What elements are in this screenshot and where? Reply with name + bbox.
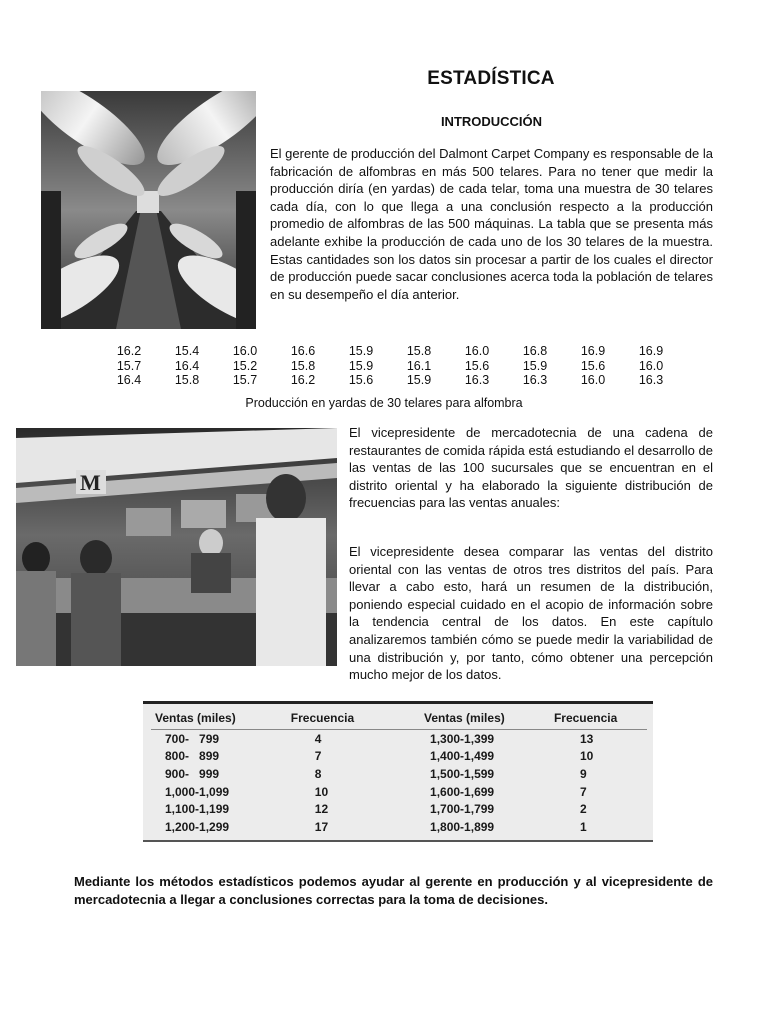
data-cell: 15.8 xyxy=(174,373,200,388)
column-header: Ventas (miles) xyxy=(151,709,291,730)
table-row xyxy=(151,748,647,766)
data-cell: 15.6 xyxy=(464,358,490,373)
column-header: Ventas (miles) xyxy=(424,709,554,730)
column-header: Frecuencia xyxy=(554,709,647,730)
table-row xyxy=(151,818,647,836)
table-row xyxy=(100,359,680,374)
conclusion-paragraph: Mediante los métodos estadísticos podemos ayudar al gerente en producción y al vicepresidente de mercadotecnia a llegar a conclusiones correctas para la toma de decisiones. xyxy=(74,874,713,907)
data-cell: 16.3 xyxy=(522,373,548,388)
data-cell: 15.9 xyxy=(406,373,432,388)
table-header-row xyxy=(151,709,647,730)
table-top-rule xyxy=(143,701,653,704)
production-data-table xyxy=(100,344,680,388)
document-title: ESTADÍSTICA xyxy=(427,68,555,89)
data-cell: 15.7 xyxy=(232,373,258,388)
table-row xyxy=(151,800,647,818)
data-cell: 16.9 xyxy=(638,344,664,359)
table-row xyxy=(151,730,647,748)
data-cell: 16.3 xyxy=(464,373,490,388)
data-cell: 16.0 xyxy=(638,358,664,373)
data-cell: 15.8 xyxy=(290,358,316,373)
intro-paragraph: El gerente de producción del Dalmont Carpet Company es responsable de la fabricación de alfombras en más 500 telares. Para no tener que medir la producción diría (en yardas) de cada telar, toma una muestra de 30 telares cada día, con lo que llega a una conclusión respecto a la producción promedio de alfombras de las 500 máquinas. La tabla que se presenta más adelante exhibe la producción de cada uno de los 30 telares de la muestra. Estas cantidades son los datos sin procesar a partir de los cuales el director de producción puede sacar conclusiones acerca toda la población de telares en su desempeño el día anterior. xyxy=(270,146,713,302)
data-cell: 16.6 xyxy=(290,344,316,359)
restaurant-paragraph-2: El vicepresidente desea comparar las ventas del distrito oriental con las ventas de otros tres distritos del país. Para llevar a cabo esto, hará un resumen de la distribución, poniendo especial cuidado en el acopio de información sobre la tendencia central de los datos. En este capítulo analizaremos también cómo se puede medir la variabilidad de una distribución y, por tanto, cómo obtener una percepción mucho mejor de los datos. xyxy=(349,544,713,683)
restaurant-paragraph-1: El vicepresidente de mercadotecnia de una cadena de restaurantes de comida rápida está estudiando el desarrollo de las ventas de las 100 sucursales que se encuentran en el distrito oriental y ha elaborado la siguiente distribución de frecuencias para las ventas anuales: xyxy=(349,425,713,511)
frequency-cell: 1 xyxy=(579,819,587,834)
restaurant-image xyxy=(16,428,337,666)
data-cell: 16.8 xyxy=(522,344,548,359)
data-cell: 15.9 xyxy=(348,344,374,359)
sales-range-cell: 1,700-1,799 xyxy=(430,802,495,817)
frequency-cell: 9 xyxy=(579,766,587,781)
frequency-cell: 7 xyxy=(579,784,587,799)
data-cell: 15.9 xyxy=(522,358,548,373)
frequency-cell: 4 xyxy=(314,731,322,746)
sales-range-cell: 1,400-1,499 xyxy=(430,749,495,764)
sales-range-cell: 1,200-1,299 xyxy=(165,819,230,834)
data-cell: 16.3 xyxy=(638,373,664,388)
frequency-cell: 12 xyxy=(314,802,329,817)
table-row xyxy=(100,344,680,359)
data-cell: 15.6 xyxy=(580,358,606,373)
sales-range-cell: 1,300-1,399 xyxy=(430,731,495,746)
data-cell: 15.2 xyxy=(232,358,258,373)
production-caption: Producción en yardas de 30 telares para alfombra xyxy=(245,396,523,410)
data-cell: 15.4 xyxy=(174,344,200,359)
sales-range-cell: 700- 799 xyxy=(165,731,220,746)
data-cell: 16.4 xyxy=(116,373,142,388)
frequency-table xyxy=(151,709,647,836)
frequency-cell: 7 xyxy=(314,749,322,764)
frequency-cell: 10 xyxy=(314,784,329,799)
loom-factory-photo xyxy=(41,91,256,329)
data-cell: 16.1 xyxy=(406,358,432,373)
data-cell: 16.0 xyxy=(580,373,606,388)
frequency-cell: 17 xyxy=(314,819,329,834)
frequency-cell: 10 xyxy=(579,749,594,764)
svg-text:M: M xyxy=(80,470,101,495)
sales-range-cell: 1,100-1,199 xyxy=(165,802,230,817)
data-cell: 16.9 xyxy=(580,344,606,359)
data-cell: 15.7 xyxy=(116,358,142,373)
data-cell: 16.0 xyxy=(464,344,490,359)
factory-image xyxy=(41,91,256,329)
table-bottom-rule xyxy=(143,840,653,842)
data-cell: 16.2 xyxy=(116,344,142,359)
fast-food-restaurant-photo xyxy=(16,428,337,666)
sales-range-cell: 1,500-1,599 xyxy=(430,766,495,781)
table-row xyxy=(100,373,680,388)
data-cell: 16.4 xyxy=(174,358,200,373)
table-row xyxy=(151,783,647,801)
data-cell: 15.6 xyxy=(348,373,374,388)
column-header: Frecuencia xyxy=(291,709,424,730)
sales-range-cell: 800- 899 xyxy=(165,749,220,764)
frequency-cell: 2 xyxy=(579,802,587,817)
data-cell: 16.2 xyxy=(290,373,316,388)
table-row xyxy=(151,765,647,783)
sales-range-cell: 1,000-1,099 xyxy=(165,784,230,799)
frequency-cell: 13 xyxy=(579,731,594,746)
sales-range-cell: 1,600-1,699 xyxy=(430,784,495,799)
data-cell: 15.9 xyxy=(348,358,374,373)
frequency-cell: 8 xyxy=(314,766,322,781)
data-cell: 16.0 xyxy=(232,344,258,359)
sales-range-cell: 1,800-1,899 xyxy=(430,819,495,834)
frequency-table-panel xyxy=(143,701,653,842)
sales-range-cell: 900- 999 xyxy=(165,766,220,781)
data-cell: 15.8 xyxy=(406,344,432,359)
intro-heading: INTRODUCCIÓN xyxy=(440,114,543,129)
